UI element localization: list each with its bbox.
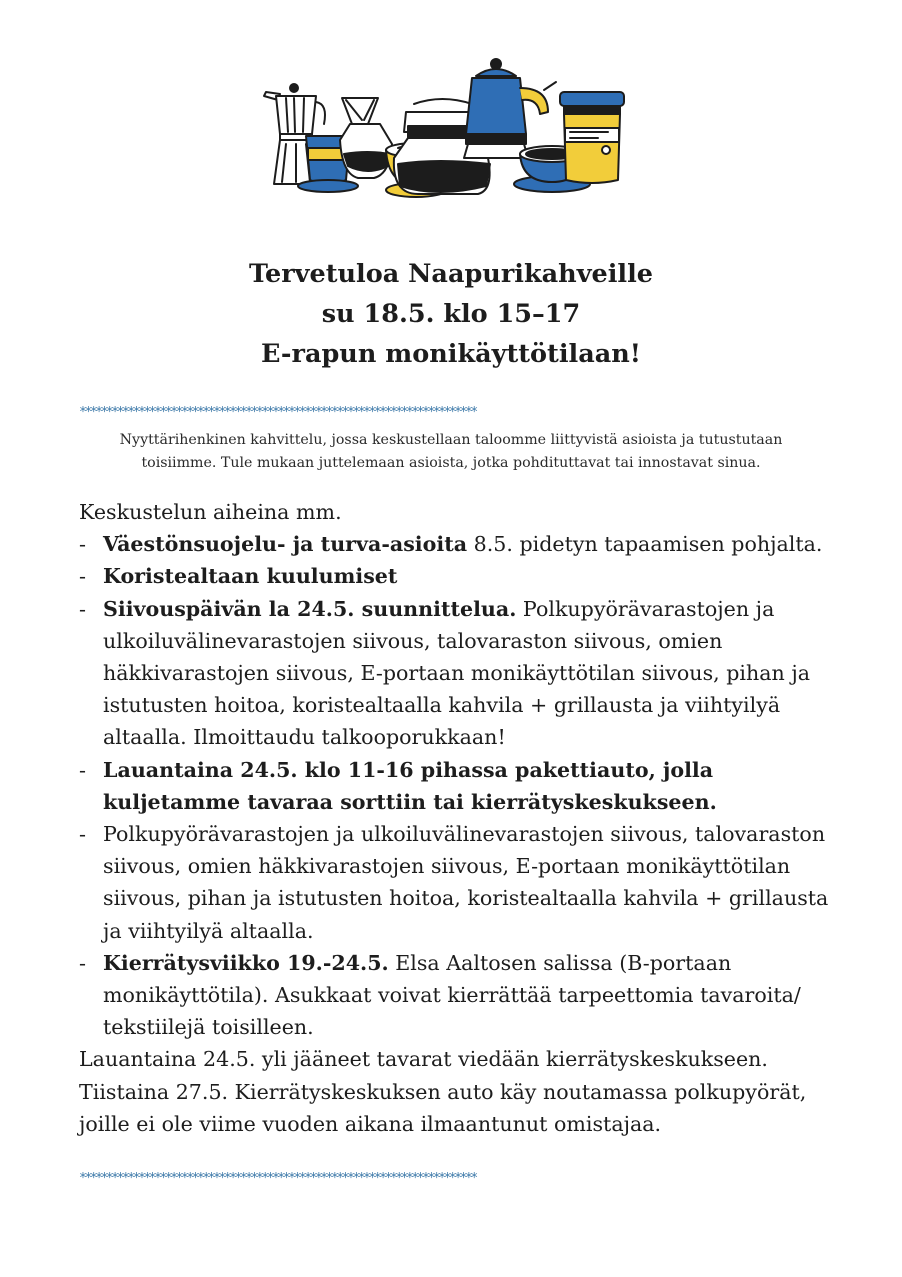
agenda-item-title: Koristealtaan kuulumiset [103,564,398,589]
agenda-item-text: Polkupyörävarastojen ja ulkoiluvälinevarastojen siivous, talovaraston siivous, omien häkkivarastojen siivous, E-portaan monikäyttötilan siivous, pihan ja istutusten hoitoa, koristealtaalla kahvila + grillausta ja viihtyilyä altaalla. [103,822,829,943]
star-divider-top: ************************************************************************** [79,406,476,420]
bullet-dash: - [79,757,86,782]
intro-text [100,429,802,475]
agenda-item [79,754,839,818]
agenda-item-title: Siivouspäivän la 24.5. suunnittelua. [103,596,517,621]
agenda-item-text: 8.5. pidetyn tapaamisen pohjalta. [467,532,823,557]
bullet-dash: - [79,950,86,975]
footer-note-2: Tiistaina 27.5. Kierrätyskeskuksen auto käy noutamassa polkupyörät, joille ei ole viime vuoden aikana ilmaantunut omistajaa. [79,1079,807,1136]
title-line-1: Tervetuloa Naapurikahveille [248,259,654,289]
title-line-2: su 18.5. klo 15–17 [321,299,581,329]
title-line-3: E-rapun monikäyttötilaan! [261,339,641,369]
travel-mug-icon [560,92,624,183]
agenda-item-text: Elsa Aaltosen salissa (B-portaan monikäyttötila). Asukkaat voivat kierrättää tarpeettomia tavaroita/ tekstiilejä toisilleen. [103,950,801,1040]
agenda-item-title: Kierrätysviikko 19.-24.5. [103,950,389,975]
agenda-item [79,947,839,1044]
page-title [0,254,902,374]
kettle-icon [464,59,556,158]
intro-line-1: Nyyttärihenkinen kahvittelu, jossa keskustellaan taloomme liittyvistä asioista ja tutustutaan [119,432,783,448]
agenda-item [79,818,839,947]
agenda-item [79,593,839,754]
intro-line-2: toisiimme. Tule mukaan juttelemaan asioista, jotka pohdituttavat tai innostavat sinua. [141,455,761,471]
agenda-item [79,560,839,592]
agenda-item-text: Polkupyörävarastojen ja ulkoiluvälinevarastojen siivous, talovaraston siivous, omien häkkivarastojen siivous, E-portaan monikäyttötilan siivous, pihan ja istutusten hoitoa, koristealtaalla kahvila + grillausta ja viihtyilyä altaalla. Ilmoittaudu talkooporukkaan! [103,596,811,750]
agenda-heading: Keskustelun aiheina mm. [79,500,342,524]
star-divider-bottom: ************************************************************************** [79,1172,476,1186]
pour-over-icon [340,98,392,178]
bullet-dash: - [79,822,86,847]
agenda-item-title: Lauantaina 24.5. klo 11-16 pihassa pakettiauto, jolla kuljetamme tavaraa sorttiin tai kierrätyskeskukseen. [103,757,717,814]
footer-note-1: Lauantaina 24.5. yli jääneet tavarat viedään kierrätyskeskukseen. [79,1047,768,1072]
agenda-item [79,528,839,560]
bullet-dash: - [79,596,86,621]
agenda-section [79,496,839,1140]
agenda-item-title: Väestönsuojelu- ja turva-asioita [103,532,468,557]
bullet-dash: - [79,532,86,557]
coffee-pots-illustration [258,54,632,204]
bullet-dash: - [79,564,86,589]
